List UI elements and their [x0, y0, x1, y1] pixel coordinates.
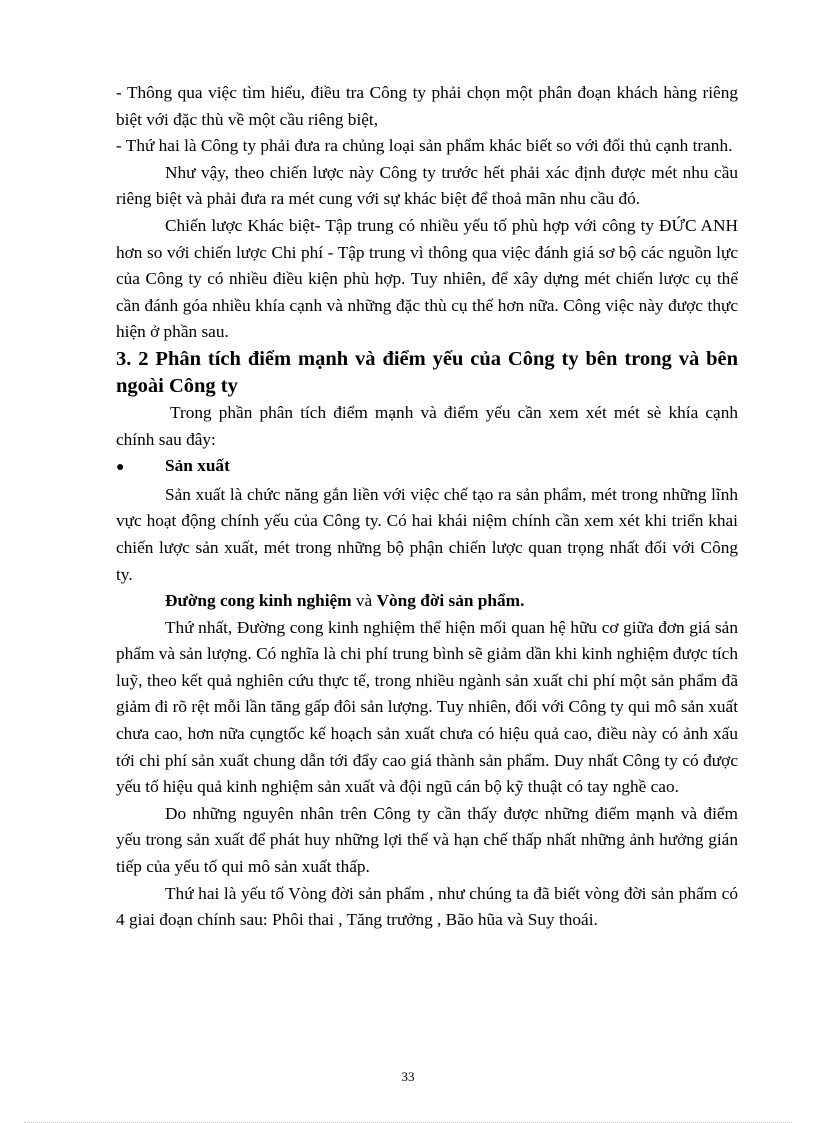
paragraph-3: Như vậy, theo chiến lược này Công ty trước hết phải xác định được mét nhu cầu riêng biệt và phải đưa ra mét cung với sự khác biệt để thoả mãn nhu cầu đó.: [116, 162, 738, 209]
bullet-title: Sản xuất: [165, 456, 230, 476]
paragraph-2: - Thứ hai là Công ty phải đưa ra chủng loại sản phẩm khác biết so với đối thủ cạnh tranh.: [116, 136, 733, 156]
paragraph-1: - Thông qua việc tìm hiểu, điều tra Công ty phải chọn một phân đoạn khách hàng riêng biệt với đặc thù về một cầu riêng biệt,: [116, 83, 738, 129]
paragraph-6: Sản xuất là chức năng gắn liền với việc chế tạo ra sản phẩm, mét trong những lĩnh vực hoạt động chính yếu của Công ty. Có hai khái niệm chính cần xem xét khi triển khai chiến lược sản xuất, mét trong những bộ phận chiến lược quan trọng nhất đối với Công ty.: [116, 484, 738, 584]
page-body: [116, 80, 738, 934]
page-number: 33: [401, 1069, 415, 1084]
subheading: [116, 588, 738, 615]
paragraph-4: Chiến lược Khác biệt- Tập trung có nhiều yếu tố phù hợp với công ty ĐỨC ANH hơn so với chiến lược Chi phí - Tập trung vì thông qua việc đánh giá sơ bộ các nguồn lực của Công ty có nhiều điều kiện phù hợp. Tuy nhiên, để xây dựng mét chiến lược cụ thể cần đánh góa nhiều khía cạnh và những đặc thù cụ thể hơn nữa. Công việc này được thực hiện ở phần sau.: [116, 215, 738, 342]
paragraph-5: Trong phần phân tích điểm mạnh và điểm yếu cần xem xét mét sè khía cạnh chính sau đây:: [116, 402, 738, 449]
subheading-end: .: [520, 591, 525, 611]
paragraph-7: Thứ nhất, Đường cong kinh nghiệm thể hiện mối quan hệ hữu cơ giữa đơn giá sản phẩm và sản lượng. Có nghĩa là chi phí trung bình sẽ giảm dần khi kinh nghiệm được tích luỹ, theo kết quả nghiên cứu thực tế, trong nhiều ngành sản xuất chi phí một sản phẩm đã giảm đi rõ rệt mỗi lần tăng gấp đôi sản lượng. Tuy nhiên, đối với Công ty qui mô sản xuất chưa cao, hơn nữa cụngtốc kế hoạch sản xuất chưa có hiệu quả cao, điều này có ảnh xấu tới chi phí sản xuất chung dẫn tới đẩy cao giá thành sản phẩm. Duy nhất Công ty có được yếu tố hiệu quả kinh nghiệm sản xuất và đội ngũ cán bộ kỹ thuật có tay nghề cao.: [116, 617, 738, 797]
subheading-term-1: Đường cong kinh nghiệm: [165, 591, 352, 611]
section-heading: 3. 2 Phân tích điểm mạnh và điểm yếu của Công ty bên trong và bên ngoài Công ty: [116, 347, 738, 397]
bullet-item: [116, 453, 738, 482]
paragraph-8: Do những nguyên nhân trên Công ty cần thấy được những điểm mạnh và điểm yếu trong sản xuất để phát huy những lợi thế và hạn chế thấp nhất những ảnh hưởng gián tiếp của yếu tố qui mô sản xuất thấp.: [116, 803, 738, 877]
paragraph-9: Thứ hai là yếu tố Vòng đời sản phẩm , như chúng ta đã biết vòng đời sản phẩm có 4 giai đoạn chính sau: Phôi thai , Tăng trưởng , Bão hũa và Suy thoái.: [116, 883, 738, 930]
subheading-connector: và: [351, 591, 377, 611]
bullet-icon: ●: [116, 460, 125, 476]
subheading-term-2: Vòng đời sản phẩm: [376, 591, 521, 611]
